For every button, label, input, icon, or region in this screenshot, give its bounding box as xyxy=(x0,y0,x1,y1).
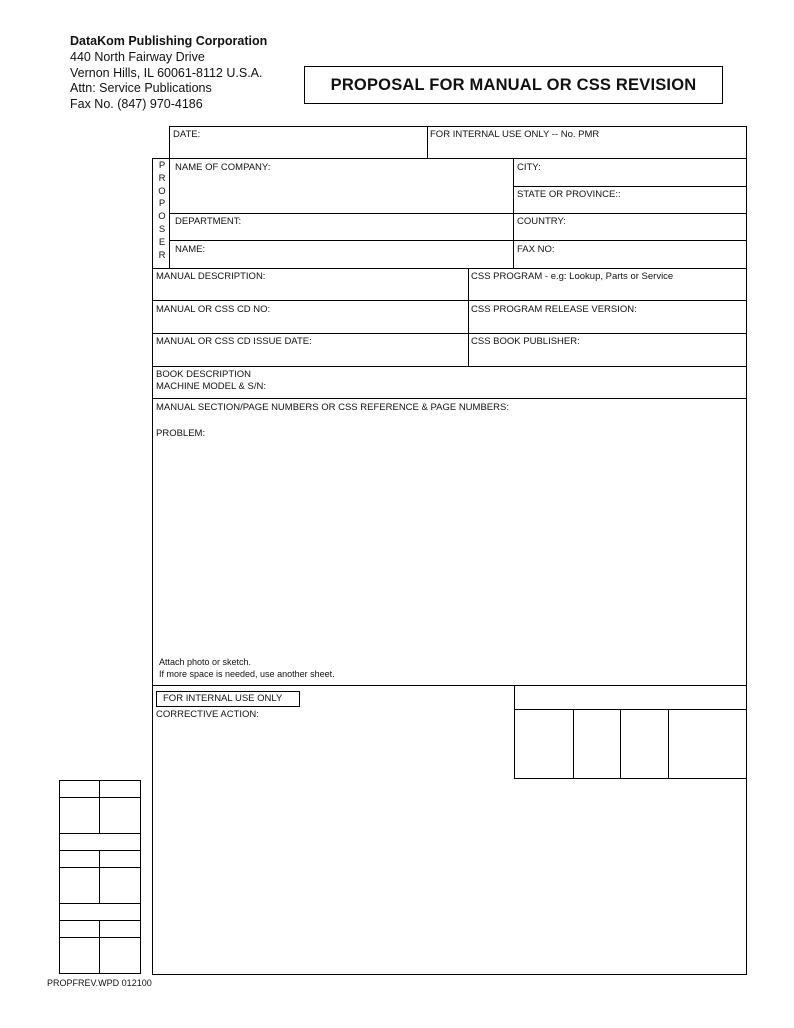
corrective-action-label: CORRECTIVE ACTION: xyxy=(156,709,259,720)
divider xyxy=(152,268,747,269)
book-description-label: BOOK DESCRIPTION xyxy=(156,369,252,380)
internal-grid-col xyxy=(573,709,574,778)
css-program-label: CSS PROGRAM - e.g: Lookup, Parts or Service xyxy=(471,271,674,282)
internal-grid-col xyxy=(620,709,621,778)
form-frame xyxy=(152,126,747,975)
fax-line: Fax No. (847) 970-4186 xyxy=(70,96,203,111)
frame-left-edge xyxy=(152,158,153,974)
routing-grid-line xyxy=(59,833,141,834)
manual-issue-date-label: MANUAL OR CSS CD ISSUE DATE: xyxy=(156,336,312,347)
date-row-left xyxy=(169,126,170,158)
routing-grid-line xyxy=(59,867,141,868)
state-label: STATE OR PROVINCE:: xyxy=(517,189,621,200)
divider xyxy=(513,186,747,187)
divider xyxy=(427,126,428,158)
routing-grid-line xyxy=(59,937,60,973)
machine-model-label: MACHINE MODEL & S/N: xyxy=(156,381,266,392)
name-label: NAME: xyxy=(175,244,206,255)
routing-grid-line xyxy=(99,780,100,798)
divider xyxy=(152,398,747,399)
country-label: COUNTRY: xyxy=(517,216,566,227)
internal-grid-col xyxy=(668,709,669,778)
manual-description-label: MANUAL DESCRIPTION: xyxy=(156,271,266,282)
divider xyxy=(468,268,469,366)
routing-grid-line xyxy=(59,973,141,974)
routing-grid-line xyxy=(59,903,141,904)
routing-grid-line xyxy=(59,797,141,798)
document-code: PROPFREV.WPD 012100 xyxy=(47,978,152,988)
routing-grid-line xyxy=(59,920,141,921)
routing-grid-line xyxy=(99,797,100,833)
divider xyxy=(169,240,747,241)
company-name: DataKom Publishing Corporation xyxy=(70,34,268,48)
routing-grid-line xyxy=(99,937,100,973)
divider xyxy=(169,213,747,214)
routing-grid-line xyxy=(99,850,100,903)
internal-use-box: FOR INTERNAL USE ONLY xyxy=(156,691,300,707)
frame-notch xyxy=(151,125,169,158)
divider xyxy=(152,158,747,159)
divider xyxy=(152,366,747,367)
attention-line: Attn: Service Publications xyxy=(70,81,212,95)
address-line-2: Vernon Hills, IL 60061-8112 U.S.A. xyxy=(70,65,263,80)
form-title: PROPOSAL FOR MANUAL OR CSS REVISION xyxy=(304,66,723,104)
divider xyxy=(152,333,747,334)
divider xyxy=(152,300,747,301)
attach-note: Attach photo or sketch. xyxy=(159,657,252,667)
more-space-note: If more space is needed, use another sheet. xyxy=(159,669,335,679)
routing-grid-line xyxy=(140,937,141,973)
internal-grid-row xyxy=(514,709,747,710)
routing-grid-line xyxy=(59,850,141,851)
routing-grid-line xyxy=(59,937,141,938)
internal-grid-bottom xyxy=(514,778,747,779)
section-numbers-label: MANUAL SECTION/PAGE NUMBERS OR CSS REFERENCE & PAGE NUMBERS: xyxy=(156,402,509,413)
routing-grid-line xyxy=(99,920,100,938)
routing-table xyxy=(59,780,141,938)
divider xyxy=(152,685,747,686)
internal-grid-left xyxy=(514,685,515,778)
fax-no-label: FAX NO: xyxy=(517,244,555,255)
date-row-top xyxy=(169,126,747,127)
city-label: CITY: xyxy=(517,162,541,173)
company-name-label: NAME OF COMPANY: xyxy=(175,162,271,173)
proposer-vertical-label: P R O P O S E R xyxy=(158,160,166,261)
department-label: DEPARTMENT: xyxy=(175,216,242,227)
internal-pmr-label: FOR INTERNAL USE ONLY -- No. PMR xyxy=(430,129,600,140)
css-release-label: CSS PROGRAM RELEASE VERSION: xyxy=(471,304,637,315)
manual-cd-no-label: MANUAL OR CSS CD NO: xyxy=(156,304,271,315)
problem-label: PROBLEM: xyxy=(156,428,206,439)
date-label: DATE: xyxy=(173,129,201,140)
address-line-1: 440 North Fairway Drive xyxy=(70,50,205,64)
css-publisher-label: CSS BOOK PUBLISHER: xyxy=(471,336,580,347)
